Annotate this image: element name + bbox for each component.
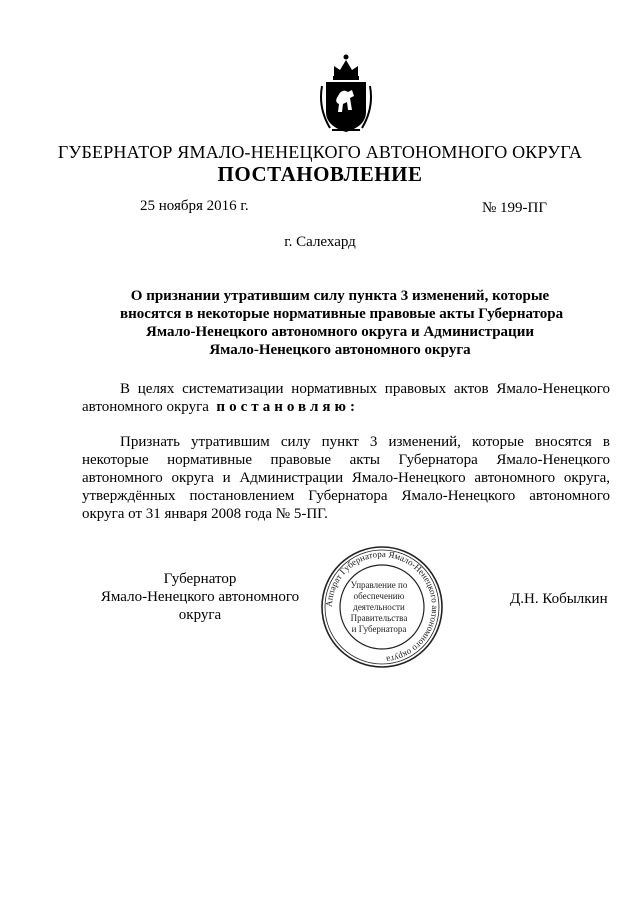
operative-paragraph	[82, 433, 610, 523]
seal-ring-text: Аппарат Губернатора Ямало-Ненецкого автономного округа	[323, 548, 441, 665]
operative-line: утверждённых постановлением Губернатора Ямало-Ненецкого автономного	[82, 488, 610, 504]
seal-line: Управление по	[350, 580, 408, 590]
subject-line: Ямало-Ненецкого автономного округа	[209, 342, 471, 358]
preamble-prefix: автономного округа	[82, 399, 209, 415]
subject-line: Ямало-Ненецкого автономного округа и Администрации	[146, 324, 534, 340]
document-subject	[120, 287, 564, 359]
operative-line: округа от 31 января 2008 года № 5-ПГ.	[82, 506, 328, 522]
document-type: ПОСТАНОВЛЕНИЕ	[217, 162, 423, 186]
operative-line: некоторые нормативные правовые акты Губернатора Ямало-Ненецкого	[82, 452, 610, 468]
document-date: 25 ноября 2016 г.	[140, 198, 249, 214]
seal-line: и Губернатора	[351, 624, 407, 634]
signatory-title-line: Ямало-Ненецкого автономного округа	[100, 589, 300, 623]
subject-line: О признании утратившим силу пункта 3 изменений, которые	[130, 288, 550, 304]
seal-center-text	[338, 580, 420, 635]
document-place: г. Салехард	[284, 234, 356, 250]
operative-line: Признать утратившим силу пункт 3 изменений, которые вносятся в	[120, 434, 610, 450]
subject-line: вносятся в некоторые нормативные правовые акты Губернатора	[120, 306, 564, 322]
seal-line: деятельности	[353, 602, 405, 612]
issuing-authority: ГУБЕРНАТОР ЯМАЛО-НЕНЕЦКОГО АВТОНОМНОГО ОКРУГА	[57, 142, 583, 162]
preamble-paragraph	[82, 380, 610, 416]
operative-line: автономного округа и Администрации Ямало-Ненецкого автономного округа,	[82, 470, 610, 486]
coat-of-arms-emblem	[316, 52, 376, 136]
preamble-line	[82, 398, 610, 416]
signatory-title	[80, 570, 320, 624]
resolve-word: постановляю:	[216, 399, 359, 415]
seal-line: Правительства	[350, 613, 408, 623]
signatory-name: Д.Н. Кобылкин	[510, 591, 608, 607]
document-number: № 199-ПГ	[482, 200, 548, 216]
seal-line: обеспечению	[353, 591, 405, 601]
preamble-line: В целях систематизации нормативных правовых актов Ямало-Ненецкого	[120, 381, 610, 397]
signatory-title-line: Губернатор	[163, 571, 237, 587]
